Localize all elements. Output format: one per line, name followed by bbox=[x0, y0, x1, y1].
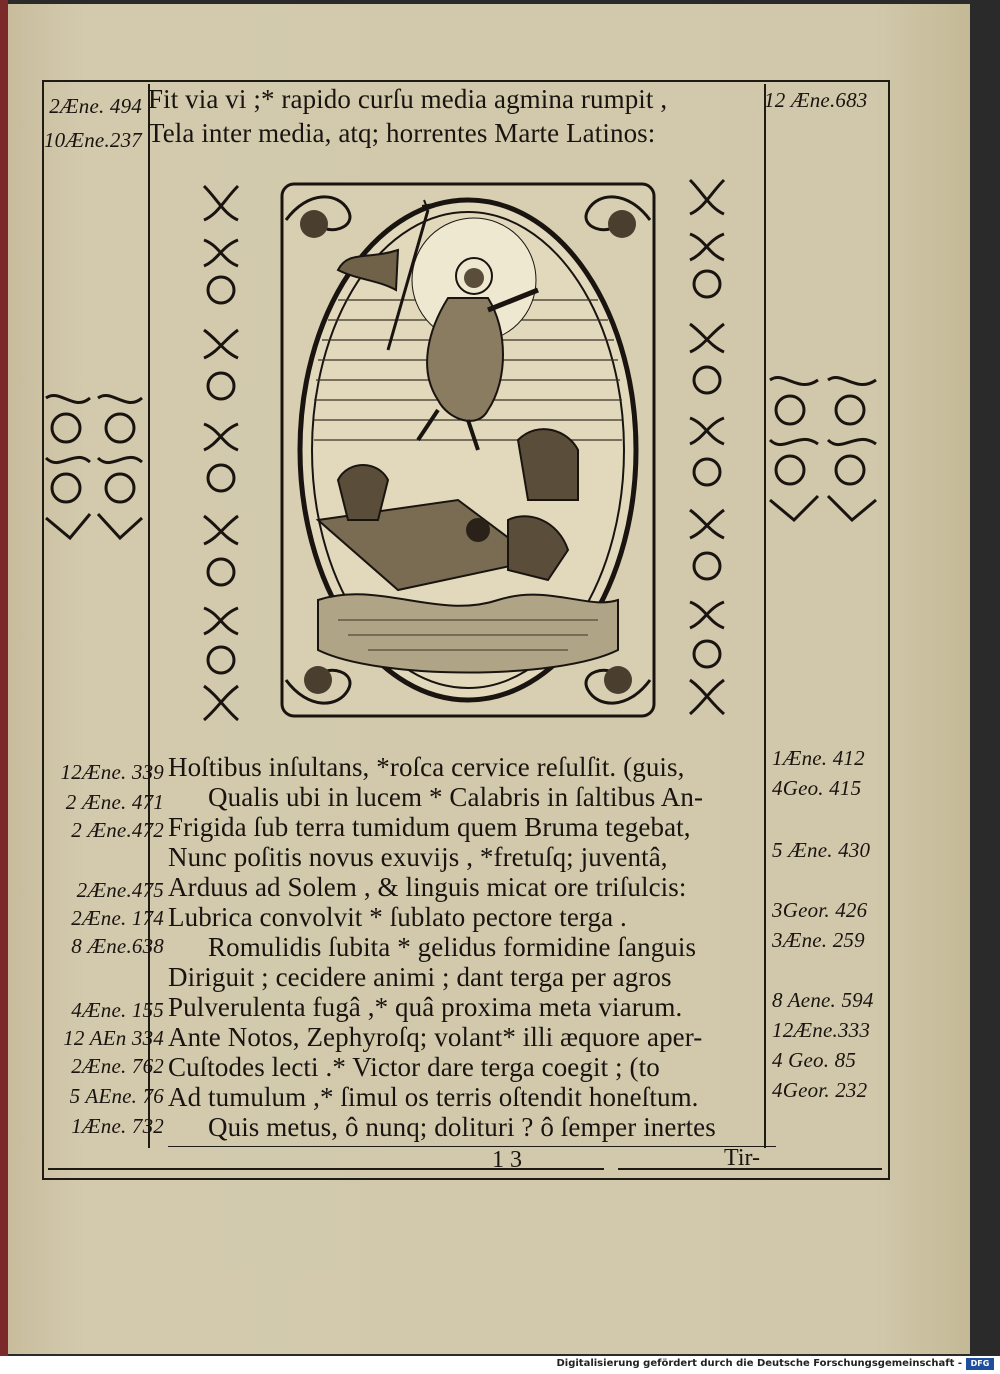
margin-reference: 2 Æne. 471 bbox=[65, 790, 164, 814]
margin-reference: 2 Æne.472 bbox=[71, 818, 164, 842]
margin-reference: 3Geor. 426 bbox=[772, 898, 868, 922]
header-line: Fit via vi ;* rapido curſu media agmina rumpit , bbox=[148, 84, 668, 114]
verse-line: Diriguit ; cecidere animi ; dant terga per agros bbox=[168, 962, 672, 992]
verse-line: Cuſtodes lecti .* Victor dare terga coegit ; (to bbox=[168, 1052, 660, 1082]
verse-line: Qualis ubi in lucem * Calabris in ſaltibus An- bbox=[208, 782, 704, 812]
dfg-logo: DFG bbox=[966, 1358, 994, 1370]
margin-reference: 10Æne.237 bbox=[43, 128, 142, 152]
header-line: Tela inter media, atq; horrentes Marte Latinos: bbox=[148, 118, 656, 148]
margin-reference: 5 AEne. 76 bbox=[69, 1084, 164, 1108]
verse-line: Ad tumulum ,* ſimul os terris oſtendit honeſtum. bbox=[168, 1082, 699, 1112]
margin-reference: 5 Æne. 430 bbox=[772, 838, 871, 862]
margin-reference: 4Æne. 155 bbox=[71, 998, 164, 1022]
verse-line: Lubrica convolvit * ſublato pectore terga . bbox=[168, 902, 627, 932]
funding-notice: Digitalisierung gefördert durch die Deutsche Forschungsgemeinschaft - bbox=[556, 1358, 962, 1369]
margin-reference: 12Æne.333 bbox=[772, 1018, 871, 1042]
frame-top-rule bbox=[42, 80, 890, 82]
verse-line: Frigida ſub terra tumidum quem Bruma tegebat, bbox=[168, 812, 691, 842]
book-spine bbox=[0, 0, 8, 1356]
margin-reference: 12 AEn 334 bbox=[63, 1026, 164, 1050]
ornament-border-right bbox=[684, 174, 730, 720]
margin-reference: 4Geor. 232 bbox=[772, 1078, 868, 1102]
margin-reference: 2Æne.475 bbox=[76, 878, 164, 902]
verse-line: Ante Notos, Zephyroſq; volant* illi æquore aper- bbox=[168, 1022, 703, 1052]
text-bottom-rule bbox=[168, 1146, 776, 1147]
ornament-block-left bbox=[40, 388, 150, 542]
verse-line: Nunc poſitis novus exuvijs , *fretuſq; juventâ, bbox=[168, 842, 668, 872]
margin-reference: 2Æne. 174 bbox=[71, 906, 164, 930]
catchword: Tir- bbox=[724, 1145, 760, 1171]
margin-reference: 1Æne. 412 bbox=[772, 746, 865, 770]
margin-reference: 3Æne. 259 bbox=[772, 928, 865, 952]
margin-reference: 8 Æne.638 bbox=[71, 934, 164, 958]
frame-bottom-rule bbox=[42, 1178, 890, 1180]
ornament-block-right bbox=[764, 370, 884, 524]
margin-reference: 4Geo. 415 bbox=[772, 776, 862, 800]
frame-right-rule bbox=[888, 80, 890, 1180]
verse-line: Pulverulenta fugâ ,* quâ proxima meta viarum. bbox=[168, 992, 683, 1022]
margin-reference: 8 Aene. 594 bbox=[772, 988, 874, 1012]
verse-line: Romulidis ſubita * gelidus formidine ſanguis bbox=[208, 932, 697, 962]
page-number: 1 3 bbox=[492, 1147, 522, 1173]
margin-reference: 2Æne. 494 bbox=[49, 94, 142, 118]
margin-reference: 12Æne. 339 bbox=[60, 760, 164, 784]
verse-line: Arduus ad Solem , & linguis micat ore triſulcis: bbox=[168, 872, 687, 902]
verse-line: Quis metus, ô nunq; dolituri ? ô ſemper inertes bbox=[208, 1112, 716, 1142]
frame-inner-left-rule bbox=[148, 84, 150, 1148]
margin-reference: 1Æne. 732 bbox=[71, 1114, 164, 1138]
margin-reference: 2Æne. 762 bbox=[71, 1054, 164, 1078]
digitization-footer bbox=[0, 1356, 1000, 1374]
book-page bbox=[8, 4, 970, 1354]
frame-inner-right-rule bbox=[764, 84, 766, 1148]
margin-reference: 4 Geo. 85 bbox=[772, 1048, 857, 1072]
resurrection-woodcut bbox=[278, 180, 658, 720]
verse-line: Hoſtibus inſultans, *roſca cervice reſulſit. (guis, bbox=[168, 752, 685, 782]
ornament-border-left bbox=[198, 180, 244, 726]
margin-reference: 12 Æne.683 bbox=[764, 88, 868, 112]
